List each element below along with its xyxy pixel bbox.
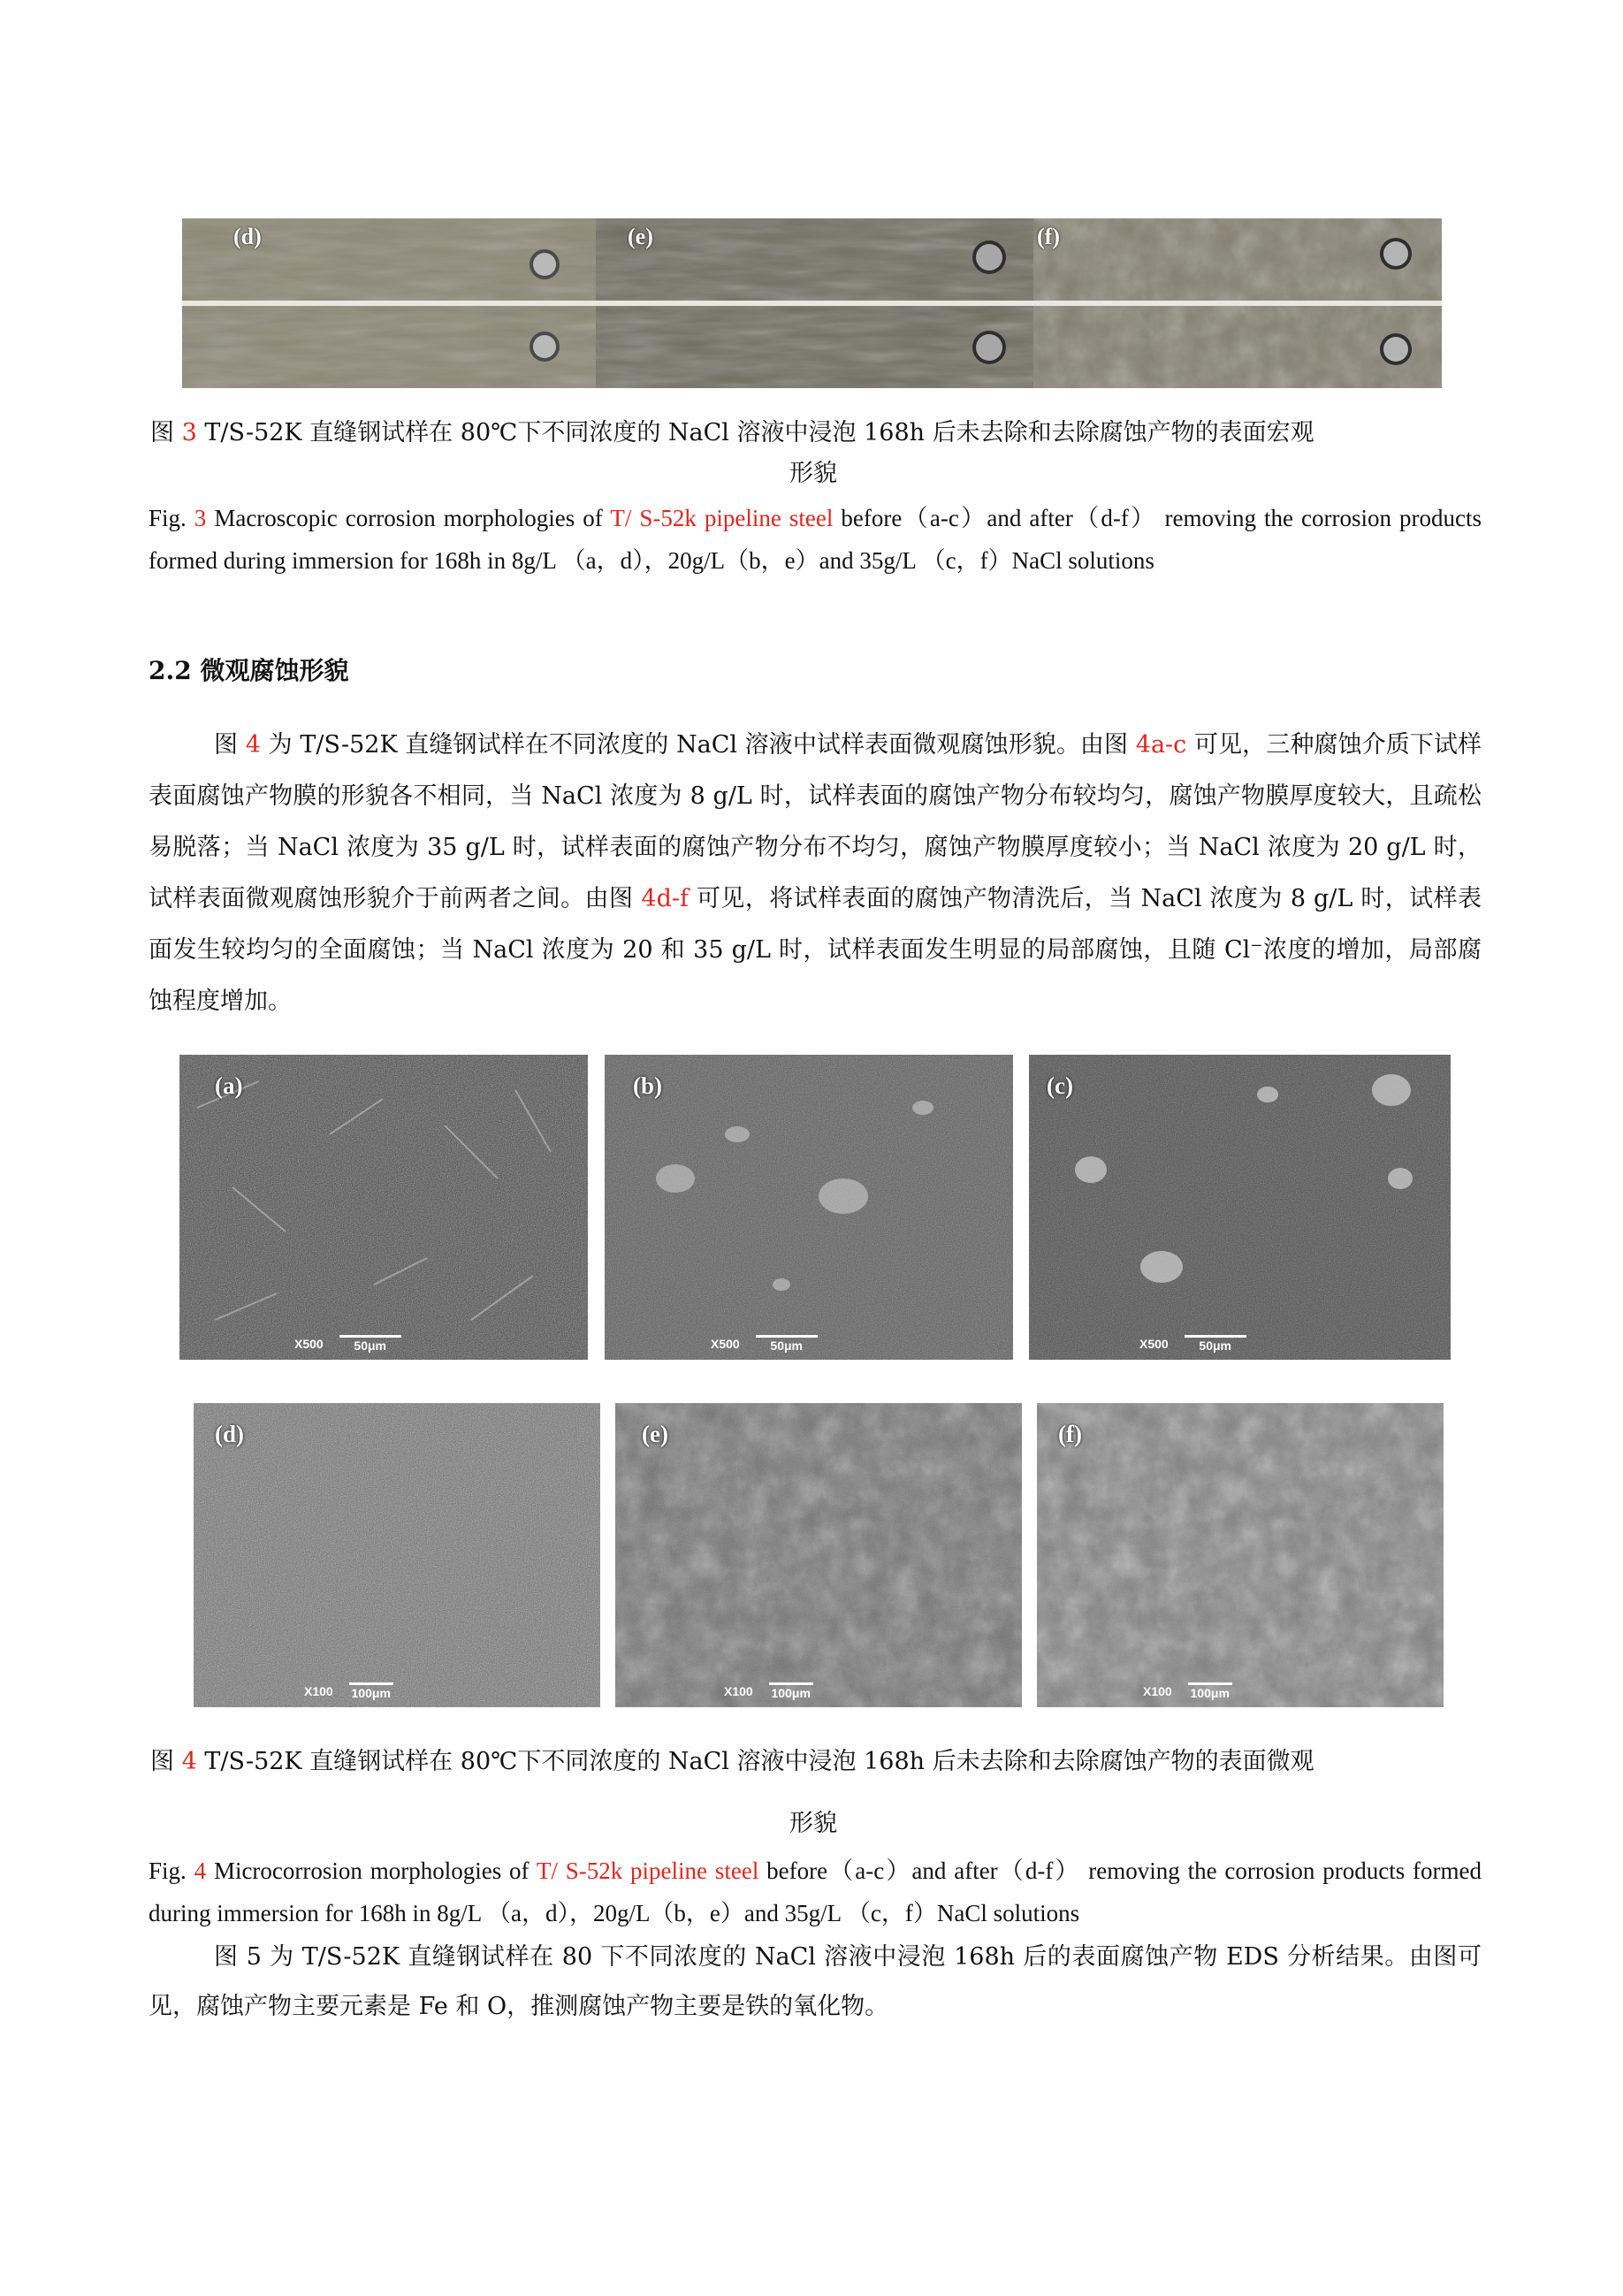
fig3-cn-text: T/S-52K 直缝钢试样在 80℃下不同浓度的 NaCl 溶液中浸泡 168h 后未去除和去除腐蚀产物的表面宏观 (196, 419, 1314, 446)
body-paragraph-2: 图 5 为 T/S-52K 直缝钢试样在 80 下不同浓度的 NaCl 溶液中浸泡 168h 后的表面腐蚀产物 EDS 分析结果。由图可见，腐蚀产物主要元素是 Fe 和 O，推测腐蚀产物主要是铁的氧化物。 (149, 1943, 1482, 2020)
fig3-caption-en (149, 497, 1482, 582)
sem-mag-e: X100 (724, 1684, 753, 1698)
para1-t4: 可见，将试样表面的腐蚀产物清洗后，当 NaCl 浓度为 8 g/L 时，试样表面发生较均匀的全面腐蚀；当 NaCl 浓度为 20 和 35 g/L 时，试样表面发生明显的局部腐蚀，且随 Cl⁻浓度的增加，局部腐蚀程度增加。 (149, 885, 1482, 1015)
sem-mag-d: X100 (304, 1684, 333, 1698)
fig4-en-text-a: Microcorrosion morphologies of (206, 1857, 537, 1884)
sem-image-b (605, 1055, 1013, 1360)
sem-label-f: (f) (1058, 1421, 1082, 1447)
fig3-en-text-b: before（a-c）and after（d-f） removing the corrosion products formed during immersion for 168h in 8g/L （a，d），20g/L（b，e）and 35g/L （c，f）NaCl solutions (149, 505, 1482, 574)
macro-photo-f (1033, 218, 1442, 388)
sem-image-c (1029, 1055, 1451, 1360)
sem-scale-b: 50μm (770, 1339, 803, 1353)
sem-mag-f: X100 (1143, 1684, 1172, 1698)
sem-scalebar-f (1143, 1682, 1232, 1700)
fig3-en-material-link[interactable]: T/ S-52k pipeline steel (610, 505, 834, 531)
macro-photo-e (596, 218, 1033, 388)
sem-scale-f: 100μm (1190, 1686, 1230, 1700)
sem-scale-a: 50μm (354, 1339, 386, 1353)
sem-image-d (194, 1403, 600, 1707)
fig3-cn-text2: 形貌 (789, 460, 837, 487)
para1-fig-link-ac[interactable]: 4a-c (1135, 731, 1187, 759)
macro-photo-d (182, 218, 596, 388)
fig3-prefix: 图 (150, 419, 182, 446)
fig4-en-number-link[interactable]: 4 (194, 1857, 207, 1884)
fig3-en-prefix: Fig. (149, 505, 194, 531)
sem-label-c: (c) (1047, 1072, 1073, 1099)
para1-t2: 为 T/S-52K 直缝钢试样在不同浓度的 NaCl 溶液中试样表面微观腐蚀形貌。由图 (260, 731, 1136, 759)
fig4-en-text-b: before（a-c）and after（d-f） removing the corrosion products formed during immersion for 168h in 8g/L （a，d），20g/L（b，e）and 35g/L （c，f）NaCl solutions (149, 1857, 1482, 1926)
fig3-en-number-link[interactable]: 3 (194, 505, 207, 531)
para1-t1: 图 (214, 731, 246, 759)
sem-scalebar-c (1139, 1335, 1246, 1353)
sem-scale-d: 100μm (351, 1686, 391, 1700)
fig4-cn-text2: 形貌 (789, 1810, 837, 1837)
fig4-en-prefix: Fig. (149, 1857, 194, 1884)
fig4-caption-cn (150, 1735, 1476, 1850)
fig3-en-text-a: Macroscopic corrosion morphologies of (206, 505, 611, 531)
macro-label-e: (e) (628, 224, 653, 249)
fig4-prefix: 图 (150, 1748, 182, 1775)
sem-scalebar-e (724, 1682, 813, 1700)
sem-scalebar-d (304, 1682, 393, 1700)
sem-scale-c: 50μm (1199, 1339, 1231, 1353)
sem-image-f (1037, 1403, 1444, 1707)
para1-fig-link[interactable]: 4 (245, 731, 261, 759)
sem-label-a: (a) (215, 1072, 243, 1099)
sem-mag-a: X500 (294, 1337, 324, 1351)
sem-image-e (615, 1403, 1022, 1707)
macro-label-f: (f) (1037, 224, 1060, 249)
body-paragraph-1 (149, 720, 1482, 1027)
fig4-caption-en (149, 1850, 1482, 1934)
sem-mag-c: X500 (1139, 1337, 1169, 1351)
fig4-number-link[interactable]: 4 (181, 1748, 197, 1775)
sem-label-b: (b) (633, 1072, 662, 1099)
sem-label-d: (d) (215, 1421, 244, 1447)
section-heading: 2.2 微观腐蚀形貌 (149, 656, 349, 685)
para1-t3: 可见，三种腐蚀介质下试样表面腐蚀产物膜的形貌各不相同，当 NaCl 浓度为 8 g/L 时，试样表面的腐蚀产物分布较均匀，腐蚀产物膜厚度较大，且疏松易脱落；当 NaCl 浓度为 35 g/L 时，试样表面的腐蚀产物分布不均匀，腐蚀产物膜厚度较小；当 NaCl 浓度为 20 g/L 时，试样表面微观腐蚀形貌介于前两者之间。由图 (149, 731, 1482, 912)
fig3-number-link[interactable]: 3 (181, 419, 197, 446)
sem-scale-e: 100μm (771, 1686, 811, 1700)
sem-scalebar-b (711, 1335, 818, 1353)
fig4-cn-text: T/S-52K 直缝钢试样在 80℃下不同浓度的 NaCl 溶液中浸泡 168h 后未去除和去除腐蚀产物的表面微观 (196, 1748, 1314, 1775)
sem-mag-b: X500 (711, 1337, 740, 1351)
macro-label-d: (d) (233, 224, 262, 249)
sem-scalebar-a (294, 1335, 401, 1353)
fig4-en-material-link[interactable]: T/ S-52k pipeline steel (536, 1857, 759, 1884)
sem-image-a (179, 1055, 588, 1360)
fig3-caption-cn (150, 413, 1476, 494)
para1-fig-link-df[interactable]: 4d-f (641, 885, 689, 912)
sem-label-e: (e) (642, 1421, 668, 1447)
